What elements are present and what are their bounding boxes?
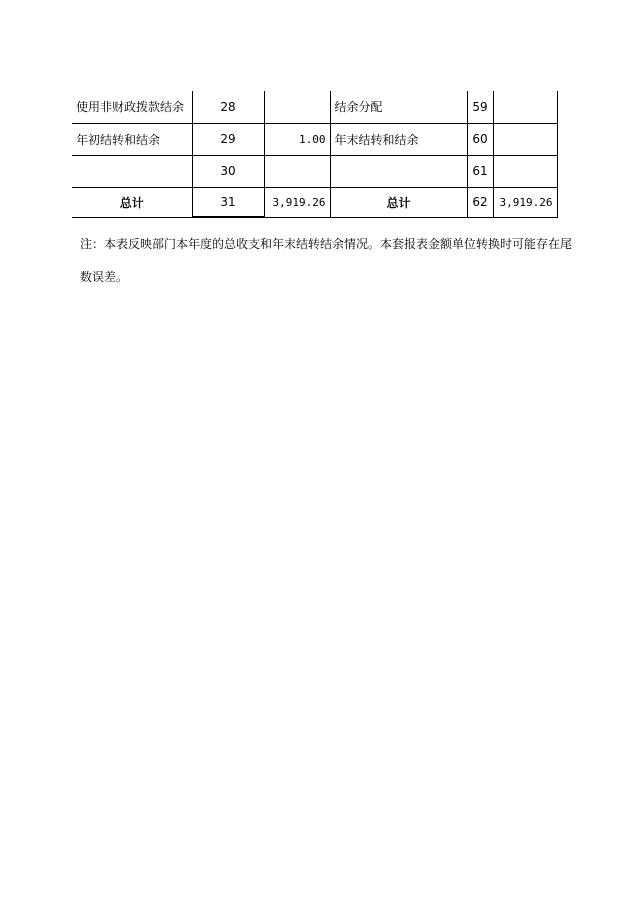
right-item-cell: 年末结转和结余 <box>330 123 467 155</box>
table-row <box>72 91 557 123</box>
left-amount-cell <box>264 91 330 123</box>
right-amount-cell <box>493 123 557 155</box>
right-row-number-cell: 60 <box>467 123 493 155</box>
right-amount-cell <box>493 155 557 187</box>
right-row-number-cell: 59 <box>467 91 493 123</box>
left-total-amount: 3,919.26 <box>264 187 330 217</box>
right-total-amount: 3,919.26 <box>493 187 557 217</box>
right-amount-cell <box>493 91 557 123</box>
footnote-line-1: 注：本表反映部门本年度的总收支和年末结转结余情况。本套报表金额单位转换时可能存在尾 <box>80 237 573 251</box>
right-total-label: 总计 <box>330 187 467 217</box>
left-item-cell: 年初结转和结余 <box>72 123 192 155</box>
left-amount-cell: 1.00 <box>264 123 330 155</box>
right-item-cell: 结余分配 <box>330 91 467 123</box>
table-total-row <box>72 187 557 217</box>
left-total-label: 总计 <box>72 187 192 217</box>
right-row-number-cell: 61 <box>467 155 493 187</box>
left-amount-cell <box>264 155 330 187</box>
table-row <box>72 155 557 187</box>
table-footnote <box>80 228 573 294</box>
right-row-number-cell: 62 <box>467 187 493 217</box>
left-item-cell: 使用非财政拨款结余 <box>72 91 192 123</box>
left-row-number-cell: 30 <box>192 155 264 187</box>
footnote-line-2: 数误差。 <box>80 270 129 284</box>
left-row-number-cell: 31 <box>192 187 264 217</box>
table-row <box>72 123 557 155</box>
financial-summary-table <box>72 91 558 218</box>
left-row-number-cell: 29 <box>192 123 264 155</box>
left-item-cell <box>72 155 192 187</box>
right-item-cell <box>330 155 467 187</box>
left-row-number-cell: 28 <box>192 91 264 123</box>
